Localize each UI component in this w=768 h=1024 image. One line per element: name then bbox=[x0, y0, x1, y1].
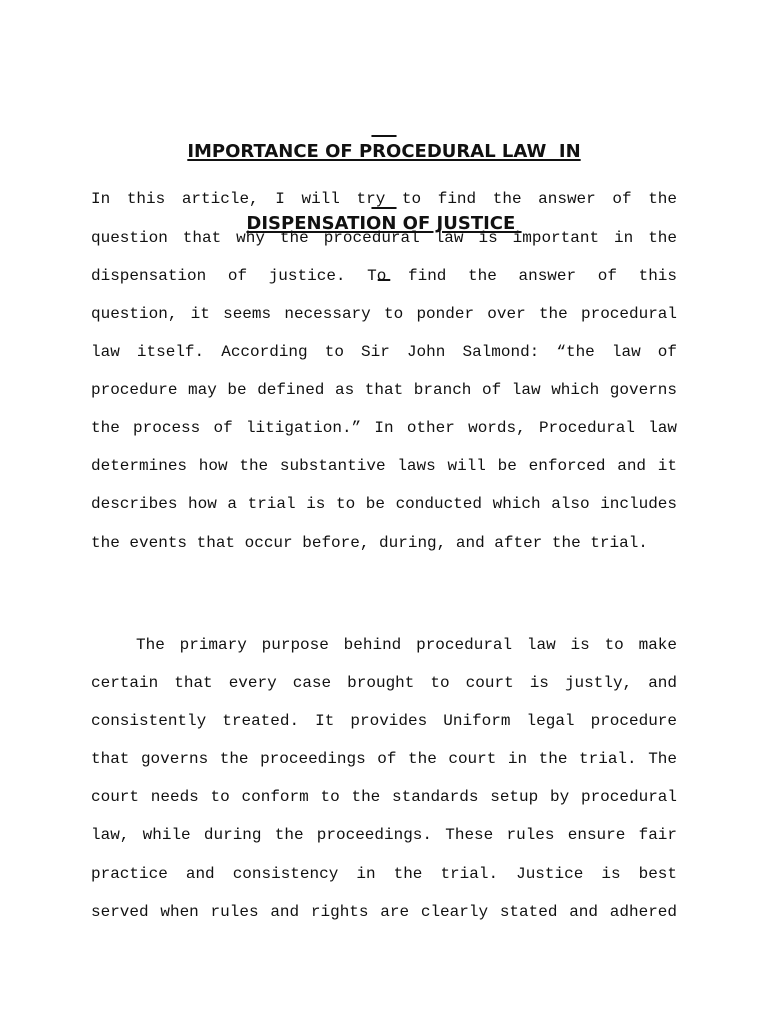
paragraph-line: law, while during the proceedings. These rules ensure fair bbox=[91, 826, 677, 844]
paragraph-line: court needs to conform to the standards setup by procedural bbox=[91, 788, 677, 806]
paragraph-line: The primary purpose behind procedural law is to make bbox=[136, 636, 677, 654]
paragraph-line: In this article, I will try to find the answer of the bbox=[91, 190, 677, 208]
paragraph-line: consistently treated. It provides Uniform legal procedure bbox=[91, 712, 677, 730]
paragraph-line: determines how the substantive laws will be enforced and it bbox=[91, 457, 677, 475]
paragraph-line: law itself. According to Sir John Salmond: “the law of bbox=[91, 343, 677, 361]
paragraph-line: describes how a trial is to be conducted which also includes bbox=[91, 495, 677, 513]
paragraph-line: the process of litigation.” In other words, Procedural law bbox=[91, 419, 677, 437]
paragraph-line: the events that occur before, during, and after the trial. bbox=[91, 534, 648, 552]
paragraph-line: procedure may be defined as that branch of law which governs bbox=[91, 381, 677, 399]
paragraph-line: practice and consistency in the trial. Justice is best bbox=[91, 865, 677, 883]
document-title bbox=[90, 92, 678, 284]
paragraph-line: certain that every case brought to court is justly, and bbox=[91, 674, 677, 692]
paragraph-line: question that why the procedural law is important in the bbox=[91, 229, 677, 247]
title-line: DISPENSATION OF JUSTICE bbox=[246, 213, 522, 234]
title-line: IMPORTANCE OF PROCEDURAL LAW IN bbox=[187, 141, 581, 162]
paragraph-line: dispensation of justice. To find the answer of this bbox=[91, 267, 677, 285]
paragraph-line: question, it seems necessary to ponder over the procedural bbox=[91, 305, 677, 323]
paragraph-line: that governs the proceedings of the court in the trial. The bbox=[91, 750, 677, 768]
paragraph-line: served when rules and rights are clearly stated and adhered bbox=[91, 903, 677, 921]
